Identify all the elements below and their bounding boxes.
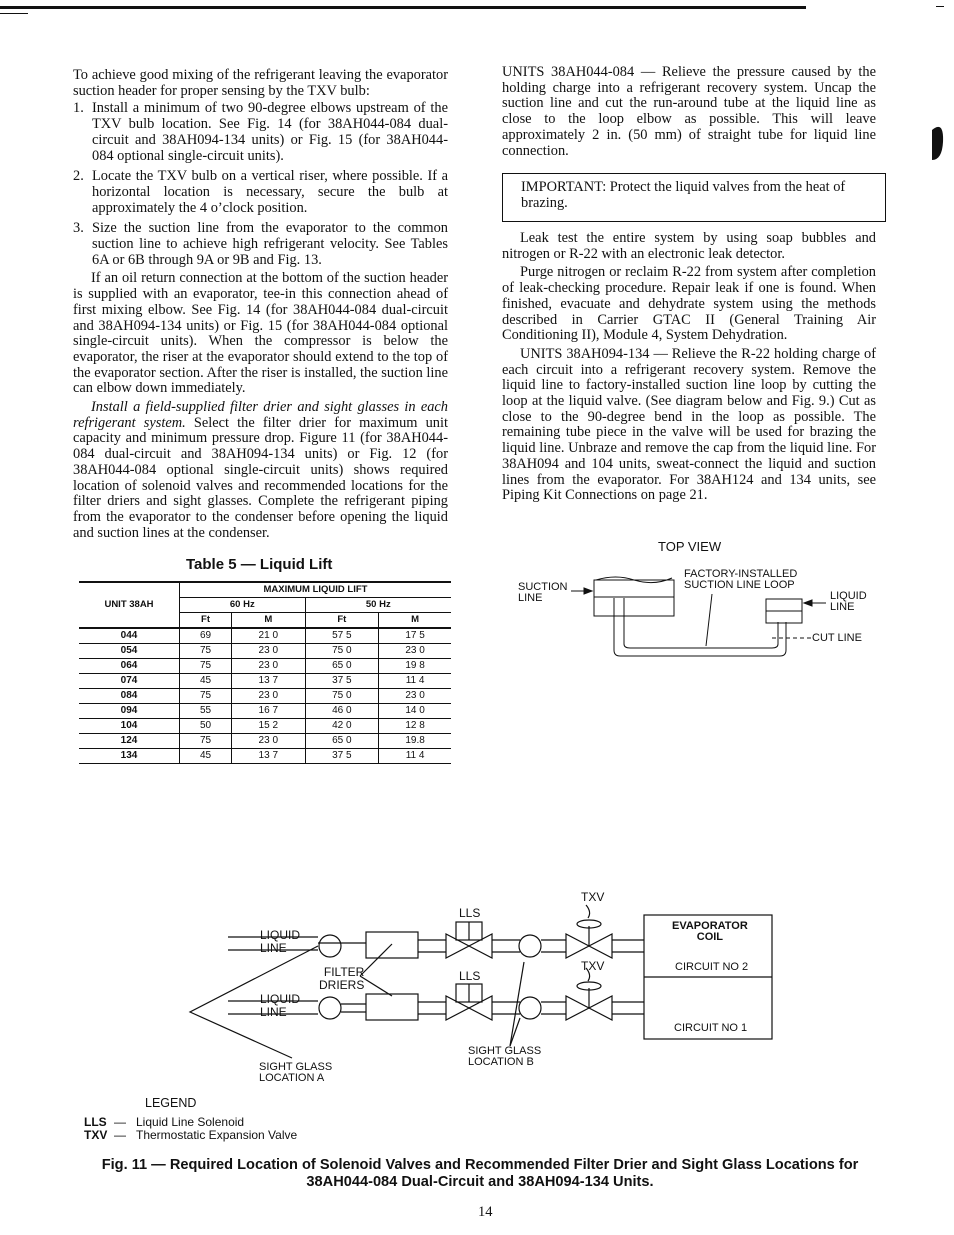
factory-label-line1: FACTORY-INSTALLED xyxy=(684,568,798,580)
unit-cell: 094 xyxy=(120,705,138,716)
unit-cell: 074 xyxy=(120,675,138,686)
suction-loop-inner xyxy=(624,598,778,648)
liquid-arrowhead xyxy=(804,600,812,606)
caption-line2: 38AH044-084 Dual-Circuit and 38AH094-134 Units. xyxy=(306,1174,654,1190)
table-row xyxy=(79,659,451,674)
unit-cell: 134 xyxy=(120,750,138,761)
filter-drier-paragraph xyxy=(73,400,448,541)
liquid-lift-table xyxy=(79,581,451,764)
ft-60-cell: 50 xyxy=(180,719,232,734)
fig-label: LINE xyxy=(260,1005,287,1019)
txv-2-valve-l xyxy=(566,934,589,958)
table-row xyxy=(79,689,451,704)
ft-60-cell: 69 xyxy=(180,628,232,644)
unit-cell: 054 xyxy=(120,645,138,656)
txv-label-1: TXV xyxy=(581,959,605,973)
m-60-cell: 21 0 xyxy=(232,628,306,644)
ft-60-cell: 75 xyxy=(180,689,232,704)
liquid-line-label-1 xyxy=(260,993,300,1019)
m-50-cell: 19.8 xyxy=(379,734,451,749)
legend-dash: — xyxy=(114,1115,126,1129)
page-number: 14 xyxy=(478,1204,493,1220)
bulb-steps-list xyxy=(73,101,448,268)
table-row xyxy=(79,719,451,734)
m-50-cell: 17 5 xyxy=(379,628,451,644)
suction-header-box xyxy=(594,580,674,616)
fig-label: FILTER xyxy=(323,965,365,979)
filter-drier-1 xyxy=(366,994,418,1020)
lls-label-1: LLS xyxy=(459,969,481,983)
ft-60-cell: 75 xyxy=(180,659,232,674)
m-60-cell: 16 7 xyxy=(232,704,306,719)
ft-50-cell: 42 0 xyxy=(305,719,379,734)
suction-label-line1: SUCTION xyxy=(518,581,568,593)
legend-text: Liquid Line Solenoid xyxy=(136,1115,245,1129)
m-50-cell: 14 0 xyxy=(379,704,451,719)
sight-glass-b2 xyxy=(519,935,541,957)
step-number: 3. xyxy=(73,220,84,237)
ft-50-cell: 75 0 xyxy=(305,644,379,659)
fig-label: SIGHT GLASS xyxy=(468,1045,542,1057)
unit-header: UNIT 38AH xyxy=(104,599,154,610)
liquid-line-label-top xyxy=(830,591,867,613)
list-item xyxy=(73,221,448,268)
txv-2-head xyxy=(577,920,601,928)
ft-50-cell: 65 0 xyxy=(305,659,379,674)
step-number: 2. xyxy=(73,168,84,185)
sight-glass-b1 xyxy=(519,997,541,1019)
txv-2-bulb xyxy=(586,905,590,918)
m-50-cell: 23 0 xyxy=(379,644,451,659)
suction-loop-outer xyxy=(614,598,786,656)
sight-glass-a2 xyxy=(319,935,341,957)
ft-60-header: Ft xyxy=(180,613,232,629)
m-50-header: M xyxy=(379,613,451,629)
m-60-header: M xyxy=(232,613,306,629)
header-wave xyxy=(596,577,672,583)
fig-label: DRIERS xyxy=(319,978,365,992)
m-60-cell: 23 0 xyxy=(232,734,306,749)
m-50-cell: 11 4 xyxy=(379,749,451,764)
oil-return-paragraph: If an oil return connection at the bottom of the suction header is supplied with an evaporator, tee-in this connection ahead of first mixing elbow. See Fig. 14 (for 38AH044-084 dual-circuit and 38AH094-134 units) or Fig. 15 (for 38AH044-084 optional single-circuit units). When the compressor is below the evaporator, the riser at the evaporator should extend to the top of the evaporator section. After the riser is installed, the suction line can elbow down immediately. xyxy=(73,270,448,397)
m-60-cell: 23 0 xyxy=(232,644,306,659)
filter-drier-italic: Install a field-supplied filter drier and sight glasses in each refrigerant system. xyxy=(73,399,448,431)
caption-line1: Fig. 11 — Required Location of Solenoid Valves and Recommended Filter Drier and Sight Glass Locations for xyxy=(101,1157,859,1173)
legend-title: LEGEND xyxy=(145,1096,197,1110)
table-title: Table 5 — Liquid Lift xyxy=(186,556,333,573)
m-50-cell: 12 8 xyxy=(379,719,451,734)
fig-label: SIGHT GLASS xyxy=(259,1061,333,1073)
ft-60-cell: 75 xyxy=(180,734,232,749)
table-body xyxy=(79,628,451,764)
lls-1-valve-r xyxy=(469,996,492,1020)
freq-60-header: 60 Hz xyxy=(180,598,306,613)
fig-label: LOCATION A xyxy=(259,1072,325,1084)
legend-dash: — xyxy=(114,1128,126,1142)
m-50-cell: 19 8 xyxy=(379,659,451,674)
suction-line-label xyxy=(518,582,568,604)
legend-abbr: LLS xyxy=(84,1115,107,1129)
factory-loop-label xyxy=(684,569,797,591)
fig-label: LIQUID xyxy=(260,928,301,942)
left-column xyxy=(73,68,448,541)
txv-1-valve-r xyxy=(589,996,612,1020)
ft-60-cell: 75 xyxy=(180,644,232,659)
filter-drier-text: Select the filter drier for maximum unit capacity and minimum pressure drop. Figure 11 (for 38AH044-084 dual-circuit and 38AH094-134 units) or Fig. 12 (for 38AH044-084 optional single-circuit units) shows required location of solenoid valves and recommended locations for the filter driers and sight glasses. Complete the refrigerant piping from the evaporator to the condenser before opening the liquid and suction lines at the condenser. xyxy=(73,414,448,541)
unit-cell: 084 xyxy=(120,690,138,701)
liquid-label-line2: LINE xyxy=(830,601,855,613)
sight-glass-a1 xyxy=(319,997,341,1019)
leak-test-paragraph: Leak test the entire system by using soap bubbles and nitrogen or R-22 with an electronic leak detector. xyxy=(502,230,876,262)
filter-driers-label xyxy=(319,966,364,992)
step-text: Locate the TXV bulb on a vertical riser, where possible. If a horizontal location is necessary, secure the bulb at approximately the 4 o’clock position. xyxy=(92,168,448,216)
fig-label: EVAPORATOR xyxy=(672,920,748,932)
list-item xyxy=(73,169,448,216)
factory-label-line2: SUCTION LINE LOOP xyxy=(684,579,795,591)
lls-2-valve-r xyxy=(469,934,492,958)
max-lift-header: MAXIMUM LIQUID LIFT xyxy=(180,582,452,598)
ft-50-cell: 65 0 xyxy=(305,734,379,749)
corner-mark xyxy=(936,6,944,7)
filter-drier-2 xyxy=(366,932,418,958)
fig-label: LOCATION B xyxy=(468,1056,534,1068)
sight-glass-a-label xyxy=(259,1062,332,1084)
table-header-row xyxy=(79,582,451,598)
cut-line-label: CUT LINE xyxy=(812,632,862,644)
unit-cell: 044 xyxy=(120,630,138,641)
table-row xyxy=(79,674,451,689)
table-row xyxy=(79,644,451,659)
m-60-cell: 23 0 xyxy=(232,689,306,704)
ft-50-cell: 75 0 xyxy=(305,689,379,704)
circuit-2-label: CIRCUIT NO 2 xyxy=(675,961,749,973)
ft-60-cell: 55 xyxy=(180,704,232,719)
txv-1-head xyxy=(577,982,601,990)
ft-60-cell: 45 xyxy=(180,674,232,689)
suction-label-line2: LINE xyxy=(518,592,543,604)
m-60-cell: 15 2 xyxy=(232,719,306,734)
lls-2-valve-l xyxy=(446,934,469,958)
intro-paragraph: To achieve good mixing of the refrigerant leaving the evaporator suction header for proper sensing by the TXV bulb: xyxy=(73,67,448,99)
unit-cell: 124 xyxy=(120,735,138,746)
lls-1-coil xyxy=(456,984,482,1002)
ft-60-cell: 45 xyxy=(180,749,232,764)
margin-mark-1 xyxy=(932,127,943,160)
suction-arrowhead xyxy=(584,588,592,594)
m-50-cell: 23 0 xyxy=(379,689,451,704)
loop-pointer xyxy=(706,594,712,646)
step-text: Install a minimum of two 90-degree elbows upstream of the TXV bulb location. See Fig. 14 (for 38AH044-084 dual-circuit and 38AH094-134 units) or Fig. 15 (for 38AH044-084 optional single-circuit units). xyxy=(92,100,448,164)
figure-caption xyxy=(60,1157,900,1191)
purge-paragraph: Purge nitrogen or reclaim R-22 from system after completion of leak-checking procedure. Repair leak if one is found. When finished, evacuate and dehydrate system using the methods described in Carrier GTAC II (General Training Air Conditioning II), Module 4, System Dehydration. xyxy=(502,264,876,344)
step-text: Size the suction line from the evaporator to the common suction line to achieve high refrigerant velocity. See Tables 6A or 6B through 9A or 9B and Fig. 13. xyxy=(92,220,448,268)
txv-2-valve-r xyxy=(589,934,612,958)
list-item xyxy=(73,101,448,164)
m-50-cell: 11 4 xyxy=(379,674,451,689)
units-044-paragraph: UNITS 38AH044-084 — Relieve the pressure caused by the holding charge into a refrigerant recovery system. Uncap the suction line and cut the run-around tube at the liquid line as close to the loop elbow as possible. This will leave approximately 2 in. (50 mm) of straight tube for liquid line connection. xyxy=(502,64,876,159)
unit-cell: 064 xyxy=(120,660,138,671)
legend-abbr: TXV xyxy=(84,1128,108,1142)
ft-50-cell: 57 5 xyxy=(305,628,379,644)
evaporator-coil-label xyxy=(672,921,748,943)
table-row xyxy=(79,734,451,749)
sight-b-pointer-1 xyxy=(510,1018,520,1046)
liquid-line-label-2 xyxy=(260,929,300,955)
important-text: IMPORTANT: Protect the liquid valves from the heat of brazing. xyxy=(521,179,846,211)
txv-label-2: TXV xyxy=(581,890,605,904)
ft-50-cell: 37 5 xyxy=(305,749,379,764)
m-60-cell: 13 7 xyxy=(232,674,306,689)
units-094-paragraph: UNITS 38AH094-134 — Relieve the R-22 holding charge of each circuit into a refrigerant recovery system. Remove the liquid line to factory-installed suction line loop by cutting the loop at the liquid valve. (See diagram below and Fig. 9.) Cut as close to the 90-degree bend in the loop as possible. The remaining tube piece in the valve will be used for brazing the liquid line. Unbraze and remove the cap from the liquid line. For 38AH094 and 104 units, sweat-connect the liquid and suction lines from the evaporator. For 38AH124 and 134 units, see Piping Kit Connections on page 21. xyxy=(502,345,876,504)
legend-items xyxy=(84,1116,297,1142)
fig-label: COIL xyxy=(696,931,724,943)
txv-1-valve-l xyxy=(566,996,589,1020)
legend-text: Thermostatic Expansion Valve xyxy=(136,1128,298,1142)
unit-cell: 104 xyxy=(120,720,138,731)
table-row xyxy=(79,628,451,644)
lls-1-valve-l xyxy=(446,996,469,1020)
table-row xyxy=(79,749,451,764)
m-60-cell: 23 0 xyxy=(232,659,306,674)
ft-50-header: Ft xyxy=(305,613,379,629)
sight-b-pointer-2 xyxy=(510,962,524,1046)
freq-50-header: 50 Hz xyxy=(305,598,451,613)
circuit-1-label: CIRCUIT NO 1 xyxy=(674,1022,748,1034)
legend-item xyxy=(84,1129,297,1142)
step-number: 1. xyxy=(73,100,84,117)
ft-50-cell: 46 0 xyxy=(305,704,379,719)
fig-label: LINE xyxy=(260,941,287,955)
liquid-label-line1: LIQUID xyxy=(830,590,867,602)
sight-glass-b-label xyxy=(468,1046,541,1068)
lls-label-2: LLS xyxy=(459,906,481,920)
header-rule-thin xyxy=(0,13,28,14)
margin-marks xyxy=(932,127,943,1235)
top-view-title: TOP VIEW xyxy=(658,539,722,554)
header-rule xyxy=(0,6,806,9)
important-notice xyxy=(502,173,886,222)
ft-50-cell: 37 5 xyxy=(305,674,379,689)
right-column-bottom xyxy=(502,231,876,504)
liquid-valve xyxy=(766,599,802,623)
lls-2-coil xyxy=(456,922,482,940)
right-column-top xyxy=(502,65,876,159)
fig-label: LIQUID xyxy=(260,992,301,1006)
m-60-cell: 13 7 xyxy=(232,749,306,764)
table-row xyxy=(79,704,451,719)
